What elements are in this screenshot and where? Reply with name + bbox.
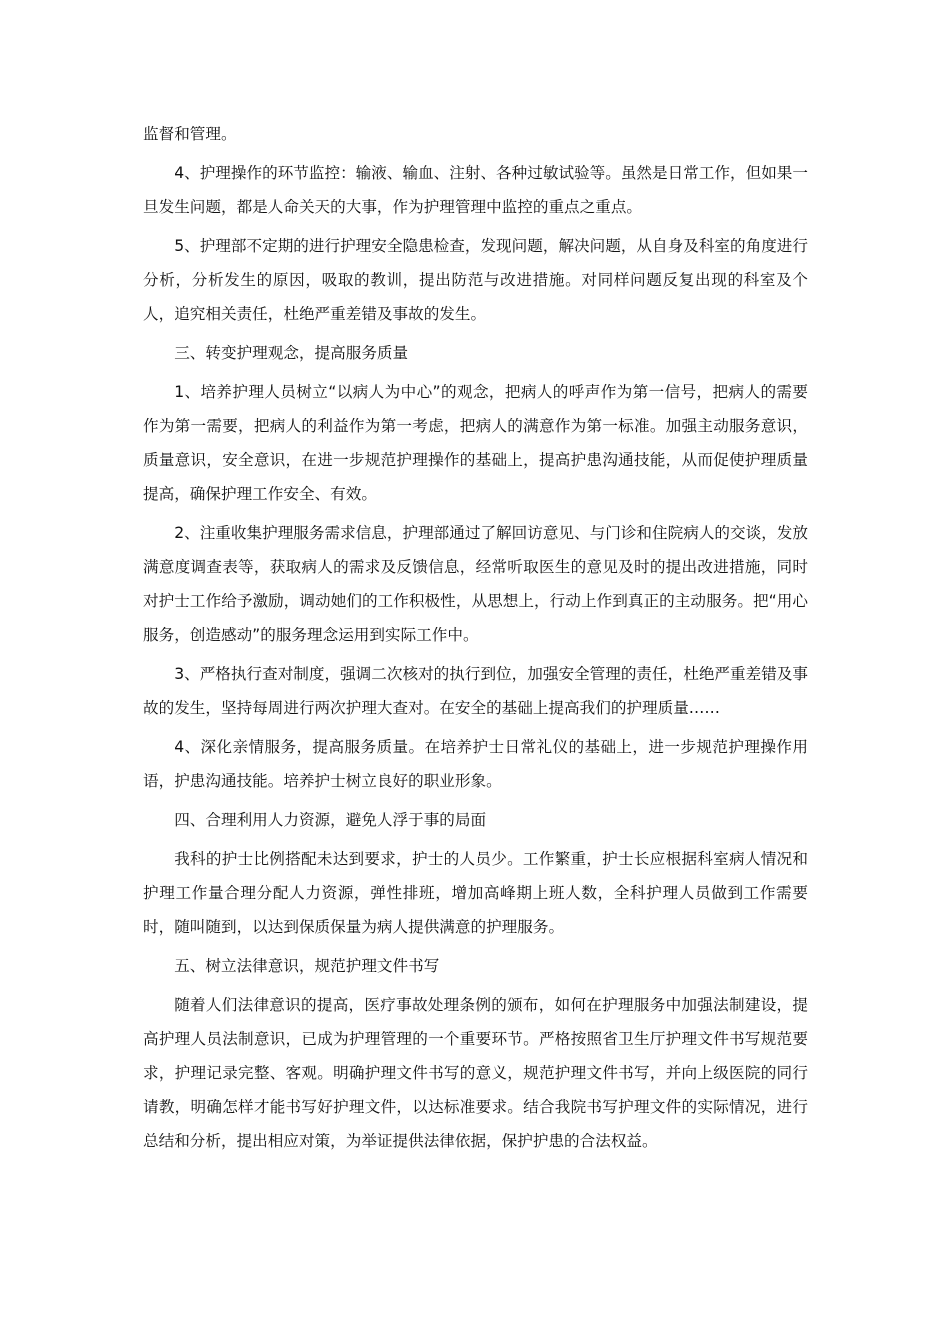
section-heading-4: 四、合理利用人力资源，避免人浮于事的局面 <box>174 811 487 829</box>
paragraph-continuation: 监督和管理。 <box>143 125 237 143</box>
section-heading-5: 五、树立法律意识，规范护理文件书写 <box>174 957 440 975</box>
paragraph-item-4-monitoring: 4、护理操作的环节监控：输液、输血、注射、各种过敏试验等。虽然是日常工作，但如果一旦发生问题，都是人命关天的大事，作为护理管理中监控的重点之重点。 <box>143 164 808 216</box>
paragraph-item-3-verification: 3、严格执行查对制度，强调二次核对的执行到位，加强安全管理的责任，杜绝严重差错及事故的发生，坚持每周进行两次护理大查对。在安全的基础上提高我们的护理质量…… <box>143 665 808 717</box>
paragraph-legal-awareness: 随着人们法律意识的提高，医疗事故处理条例的颁布，如何在护理服务中加强法制建设，提高护理人员法制意识，已成为护理管理的一个重要环节。严格按照省卫生厅护理文件书写规范要求，护理记录完整、客观。明确护理文件书写的意义，规范护理文件书写，并向上级医院的同行请教，明确怎样才能书写好护理文件，以达标准要求。结合我院书写护理文件的实际情况，进行总结和分析，提出相应对策，为举证提供法律依据，保护护患的合法权益。 <box>143 996 808 1150</box>
paragraph-staffing: 我科的护士比例搭配未达到要求，护士的人员少。工作繁重，护士长应根据科室病人情况和护理工作量合理分配人力资源，弹性排班，增加高峰期上班人数，全科护理人员做到工作需要时，随叫随到，以达到保质保量为病人提供满意的护理服务。 <box>143 850 808 936</box>
section-heading-3: 三、转变护理观念，提高服务质量 <box>174 344 409 362</box>
paragraph-item-5-safety-check: 5、护理部不定期的进行护理安全隐患检查，发现问题，解决问题，从自身及科室的角度进行分析，分析发生的原因，吸取的教训，提出防范与改进措施。对同样问题反复出现的科室及个人，追究相关责任，杜绝严重差错及事故的发生。 <box>143 237 808 323</box>
document-body <box>143 117 808 1163</box>
paragraph-item-2-feedback: 2、注重收集护理服务需求信息，护理部通过了解回访意见、与门诊和住院病人的交谈，发放满意度调查表等，获取病人的需求及反馈信息，经常听取医生的意见及时的提出改进措施，同时对护士工作给予激励，调动她们的工作积极性，从思想上，行动上作到真正的主动服务。把“用心服务，创造感动”的服务理念运用到实际工作中。 <box>143 524 808 644</box>
paragraph-item-4-care-service: 4、深化亲情服务，提高服务质量。在培养护士日常礼仪的基础上，进一步规范护理操作用语，护患沟通技能。培养护士树立良好的职业形象。 <box>143 738 808 790</box>
paragraph-item-1-patient-centered: 1、培养护理人员树立“以病人为中心”的观念，把病人的呼声作为第一信号，把病人的需要作为第一需要，把病人的利益作为第一考虑，把病人的满意作为第一标准。加强主动服务意识，质量意识，安全意识，在进一步规范护理操作的基础上，提高护患沟通技能，从而促使护理质量提高，确保护理工作安全、有效。 <box>143 383 808 503</box>
